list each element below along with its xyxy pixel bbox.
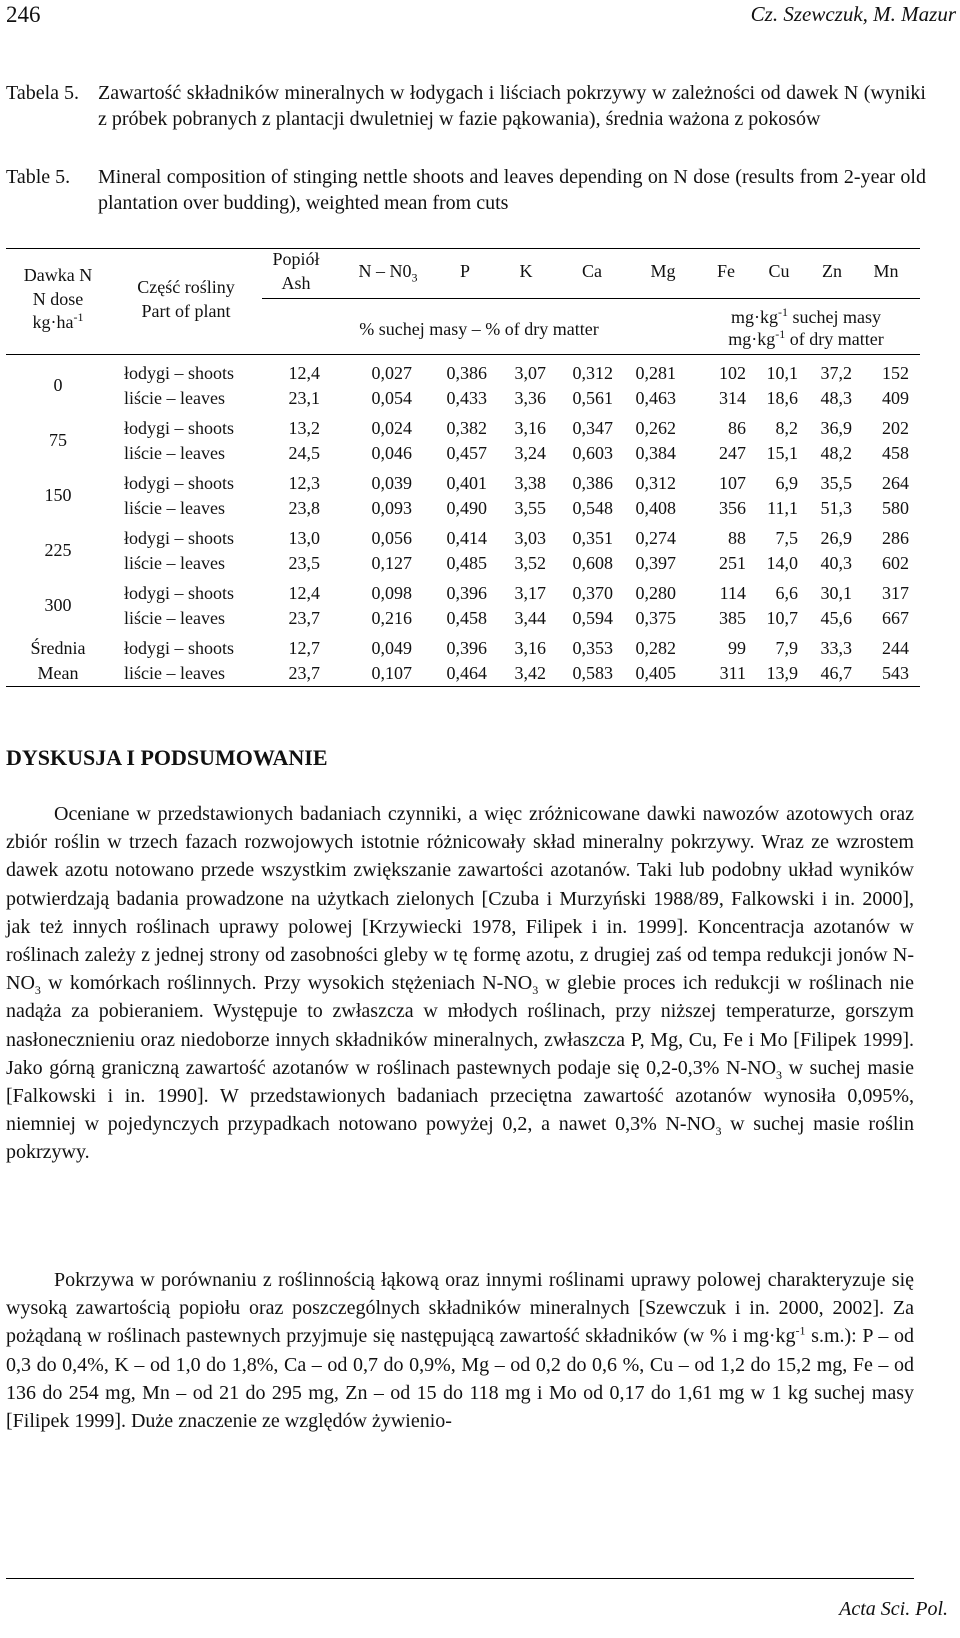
caption-text: Mineral composition of stinging nettle shoots and leaves depending on N dose (results from 2-year old plantation over budding), weighted mean from cuts <box>98 166 926 214</box>
value-cell: 7,9 <box>775 638 798 658</box>
value-cell: 0,457 <box>446 442 487 463</box>
value-cell: 24,5 <box>288 442 320 463</box>
value-cell: 0,351 <box>572 528 613 548</box>
value-cell: 3,55 <box>514 497 546 518</box>
value-cell: 0,548 <box>572 497 613 518</box>
value-cell: 3,42 <box>514 662 546 683</box>
value-cell: 0,382 <box>446 418 487 438</box>
value-cell: 0,463 <box>635 387 676 408</box>
plant-part-cell: liście – leaves <box>124 387 225 408</box>
value-cell: 7,5 <box>775 528 798 548</box>
value-cell: 251 <box>719 552 746 573</box>
unit-mg-kg-pl: $mg\cdot kg^{-1}$ suchej masy <box>731 305 881 327</box>
value-cell: 3,38 <box>514 473 546 493</box>
plant-part-cell: łodygi – shoots <box>124 418 235 438</box>
col-header-dose-en: N dose <box>32 289 84 309</box>
footer-rule <box>6 1578 914 1579</box>
value-cell: 311 <box>719 662 746 683</box>
value-cell: 0,056 <box>371 528 412 548</box>
col-header-n: N – $N0_3$ <box>358 261 418 285</box>
value-cell: 0,386 <box>572 473 613 493</box>
value-cell: 0,312 <box>572 363 613 383</box>
value-cell: 23,1 <box>288 387 320 408</box>
value-cell: 385 <box>719 607 746 628</box>
value-cell: 13,0 <box>288 528 320 548</box>
value-cell: 0,093 <box>371 497 412 518</box>
value-cell: 46,7 <box>820 662 852 683</box>
value-cell: 0,433 <box>446 387 487 408</box>
plant-part-cell: liście – leaves <box>124 662 225 683</box>
col-header-ash-pl: Popiół <box>272 249 320 269</box>
plant-part-cell: liście – leaves <box>124 442 225 463</box>
value-cell: 0,561 <box>572 387 613 408</box>
value-cell: 0,282 <box>635 638 676 658</box>
plant-part-cell: łodygi – shoots <box>124 583 235 603</box>
value-cell: 0,384 <box>635 442 676 463</box>
value-cell: 0,396 <box>446 583 487 603</box>
value-cell: 0,375 <box>635 607 676 628</box>
value-cell: 0,127 <box>371 552 412 573</box>
value-cell: 6,6 <box>775 583 798 603</box>
value-cell: 3,16 <box>514 418 546 438</box>
value-cell: 0,370 <box>572 583 613 603</box>
value-cell: 3,07 <box>514 363 546 383</box>
value-cell: 0,408 <box>635 497 676 518</box>
value-cell: 15,1 <box>766 442 798 463</box>
value-cell: 0,405 <box>635 662 676 683</box>
value-cell: 86 <box>728 418 746 438</box>
value-cell: 23,7 <box>288 607 320 628</box>
value-cell: 23,5 <box>288 552 320 573</box>
plant-part-cell: łodygi – shoots <box>124 528 235 548</box>
value-cell: 0,396 <box>446 638 487 658</box>
table-bottom-rule <box>6 686 920 687</box>
discussion-paragraph-1: Oceniane w przedstawionych badaniach czynniki, a więc zróżnicowane dawki nawozów azotowych oraz zbiór roślin w trzech fazach rozwojowych istotnie różnicowały skład mineralny pokrzywy. Wraz ze wzrostem dawek azotu notowano przede wszystkim zwiększanie zawartości azotanów. Taki lub podobny układ wyników potwierdzają badania prowadzone na użytkach zielonych [Czuba i Murzyński 1988/89, Falkowski i in. 2000], jak też innych roślinach uprawy polowej [Krzywiecki 1978, Filipek i in. 1999]. Koncentracja azotanów w roślinach zależy z jednej strony od zasobności gleby w tę formę azotu, z drugiej zaś od tempa redukcji jonów $N-NO_3$ w komórkach roślinnych. Przy wysokich stężeniach $N-NO_3$ w glebie proces ich redukcji w roślinach nie nadąża za pobieraniem. Występuje to zwłaszcza w młodych roślinach, przy niższej temperaturze, gorszym nasłonecznieniu oraz niedoborze innych składników mineralnych, zwłaszcza P, Mg, Cu, Fe i Mo [Filipek 1999]. Jako górną graniczną zawartość azotanów w roślinach pastewnych podaje się 0,2-0,3% $N-NO_3$ w suchej masie [Falkowski i in. 1990]. W przedstawionych badaniach przeciętna zawartość azotanów wynosiła 0,095%, niemniej w pojedynczych przypadkach notowano powyżej 0,2, a nawet 0,3% $N-NO_3$ w suchej masie roślin pokrzywy. <box>6 803 914 1164</box>
value-cell: 88 <box>728 528 746 548</box>
value-cell: 99 <box>728 638 746 658</box>
col-header-fe: Fe <box>717 261 735 281</box>
value-cell: 0,280 <box>635 583 676 603</box>
value-cell: 0,353 <box>572 638 613 658</box>
value-cell: 33,3 <box>820 638 852 658</box>
value-cell: 10,7 <box>766 607 798 628</box>
table-caption-polish <box>6 80 926 132</box>
value-cell: 12,4 <box>288 583 320 603</box>
value-cell: 317 <box>882 583 909 603</box>
value-cell: 0,046 <box>371 442 412 463</box>
value-cell: 48,3 <box>820 387 852 408</box>
value-cell: 314 <box>719 387 746 408</box>
value-cell: 51,3 <box>820 497 852 518</box>
value-cell: 0,274 <box>635 528 676 548</box>
value-cell: 0,312 <box>635 473 676 493</box>
value-cell: 0,490 <box>446 497 487 518</box>
col-header-mn: Mn <box>873 261 899 281</box>
value-cell: 36,9 <box>820 418 852 438</box>
value-cell: 3,03 <box>514 528 546 548</box>
col-header-zn: Zn <box>822 261 842 281</box>
value-cell: 356 <box>719 497 746 518</box>
dose-label: 0 <box>53 375 63 396</box>
value-cell: 667 <box>882 607 909 628</box>
plant-part-cell: łodygi – shoots <box>124 638 235 658</box>
caption-label: Tabela 5. <box>6 82 80 104</box>
value-cell: 543 <box>882 662 909 683</box>
value-cell: 13,2 <box>288 418 320 438</box>
journal-footer: Acta Sci. Pol. <box>839 1598 948 1620</box>
value-cell: 3,44 <box>514 607 546 628</box>
page-number: 246 <box>6 2 41 27</box>
value-cell: 0,107 <box>371 662 412 683</box>
value-cell: 0,594 <box>572 607 613 628</box>
value-cell: 0,583 <box>572 662 613 683</box>
value-cell: 0,608 <box>572 552 613 573</box>
col-header-ca: Ca <box>582 261 602 281</box>
dose-label: 150 <box>44 485 72 506</box>
value-cell: 0,414 <box>446 528 487 548</box>
value-cell: 12,7 <box>288 638 320 658</box>
value-cell: 40,3 <box>820 552 852 573</box>
value-cell: 202 <box>882 418 909 438</box>
table-header-mid-rule <box>262 298 920 299</box>
value-cell: 0,386 <box>446 363 487 383</box>
dose-label: 300 <box>44 595 72 616</box>
value-cell: 409 <box>882 387 909 408</box>
value-cell: 0,027 <box>371 363 412 383</box>
value-cell: 35,5 <box>820 473 852 493</box>
value-cell: 3,17 <box>514 583 546 603</box>
value-cell: 0,347 <box>572 418 613 438</box>
value-cell: 3,52 <box>514 552 546 573</box>
value-cell: 0,401 <box>446 473 487 493</box>
unit-percent-dry-matter: % suchej masy – % of dry matter <box>359 319 599 339</box>
value-cell: 0,049 <box>371 638 412 658</box>
value-cell: 23,7 <box>288 662 320 683</box>
value-cell: 0,054 <box>371 387 412 408</box>
col-header-part-pl: Część rośliny <box>137 277 235 297</box>
value-cell: 114 <box>719 583 746 603</box>
value-cell: 30,1 <box>820 583 852 603</box>
discussion-paragraph-2: Pokrzywa w porównaniu z roślinnością łąkową oraz innymi roślinami uprawy polowej charakteryzuje się wysoką zawartością popiołu oraz poszczególnych składników mineralnych [Szewczuk i in. 2000, 2002]. Za pożądaną w roślinach pastewnych przyjmuje się następującą zawartość składników (w % i $mg\cdot kg^{-1}$ s.m.): P – od 0,3 do 0,4%, K – od 1,0 do 1,8%, Ca – od 0,7 do 0,9%, Mg – od 0,2 do 0,6 %, Cu – od 1,2 do 15,2 mg, Fe – od 136 do 254 mg, Mn – od 21 do 295 mg, Zn – od 15 do 118 mg i Mo od 0,17 do 1,61 mg w 1 kg suchej masy [Filipek 1999]. Duże znaczenie ze względów żywienio- <box>6 1269 915 1433</box>
value-cell: 0,216 <box>371 607 412 628</box>
value-cell: 6,9 <box>775 473 798 493</box>
value-cell: 0,098 <box>371 583 412 603</box>
dose-label: Średnia <box>30 638 86 658</box>
value-cell: 11,1 <box>767 497 798 518</box>
value-cell: 286 <box>882 528 909 548</box>
table-header-bottom-rule <box>6 354 920 355</box>
plant-part-cell: liście – leaves <box>124 607 225 628</box>
value-cell: 580 <box>882 497 909 518</box>
value-cell: 3,16 <box>514 638 546 658</box>
value-cell: 3,36 <box>514 387 546 408</box>
col-header-dose-unit: $kg\cdot ha^{-1}$ <box>32 310 84 332</box>
value-cell: 0,603 <box>572 442 613 463</box>
value-cell: 0,397 <box>635 552 676 573</box>
value-cell: 602 <box>882 552 909 573</box>
col-header-k: K <box>519 261 533 281</box>
unit-mg-kg-en: $mg\cdot kg^{-1}$ of dry matter <box>728 327 884 349</box>
plant-part-cell: liście – leaves <box>124 497 225 518</box>
value-cell: 23,8 <box>288 497 320 518</box>
value-cell: 0,039 <box>371 473 412 493</box>
caption-label: Table 5. <box>6 166 71 188</box>
value-cell: 264 <box>882 473 909 493</box>
table-caption-english <box>6 164 926 216</box>
value-cell: 12,4 <box>288 363 320 383</box>
dose-label: 225 <box>44 540 72 561</box>
value-cell: 14,0 <box>766 552 798 573</box>
table-top-rule <box>6 248 920 249</box>
col-header-mg: Mg <box>650 261 676 281</box>
value-cell: 107 <box>719 473 746 493</box>
value-cell: 37,2 <box>820 363 852 383</box>
plant-part-cell: łodygi – shoots <box>124 473 235 493</box>
mineral-composition-table <box>6 248 920 688</box>
value-cell: 3,24 <box>514 442 546 463</box>
dose-label: 75 <box>49 430 67 451</box>
value-cell: 0,024 <box>371 418 412 438</box>
col-header-ash-en: Ash <box>281 273 311 293</box>
value-cell: 12,3 <box>288 473 320 493</box>
value-cell: 0,458 <box>446 607 487 628</box>
value-cell: 18,6 <box>766 387 798 408</box>
col-header-p: P <box>459 261 471 281</box>
value-cell: 0,464 <box>446 662 487 683</box>
value-cell: 0,485 <box>446 552 487 573</box>
value-cell: 152 <box>882 363 909 383</box>
col-header-part-en: Part of plant <box>141 301 231 321</box>
value-cell: 0,262 <box>635 418 676 438</box>
value-cell: 10,1 <box>766 363 798 383</box>
value-cell: 247 <box>719 442 746 463</box>
value-cell: 26,9 <box>820 528 852 548</box>
col-header-cu: Cu <box>768 261 790 281</box>
plant-part-cell: łodygi – shoots <box>124 363 235 383</box>
value-cell: 48,2 <box>820 442 852 463</box>
value-cell: 13,9 <box>766 662 798 683</box>
col-header-dose-pl: Dawka N <box>23 265 93 285</box>
value-cell: 0,281 <box>635 363 676 383</box>
value-cell: 45,6 <box>820 607 852 628</box>
plant-part-cell: liście – leaves <box>124 552 225 573</box>
section-heading: DYSKUSJA I PODSUMOWANIE <box>6 745 328 770</box>
value-cell: 244 <box>882 638 909 658</box>
running-header-authors: Cz. Szewczuk, M. Mazur <box>750 2 956 26</box>
value-cell: 458 <box>882 442 909 463</box>
dose-label-en: Mean <box>37 662 79 683</box>
value-cell: 8,2 <box>775 418 798 438</box>
value-cell: 102 <box>719 363 746 383</box>
caption-text: Zawartość składników mineralnych w łodygach i liściach pokrzywy w zależności od dawek N (wyniki z próbek pobranych z plantacji dwuletniej w fazie pąkowania), średnia ważona z pokosów <box>98 82 926 130</box>
